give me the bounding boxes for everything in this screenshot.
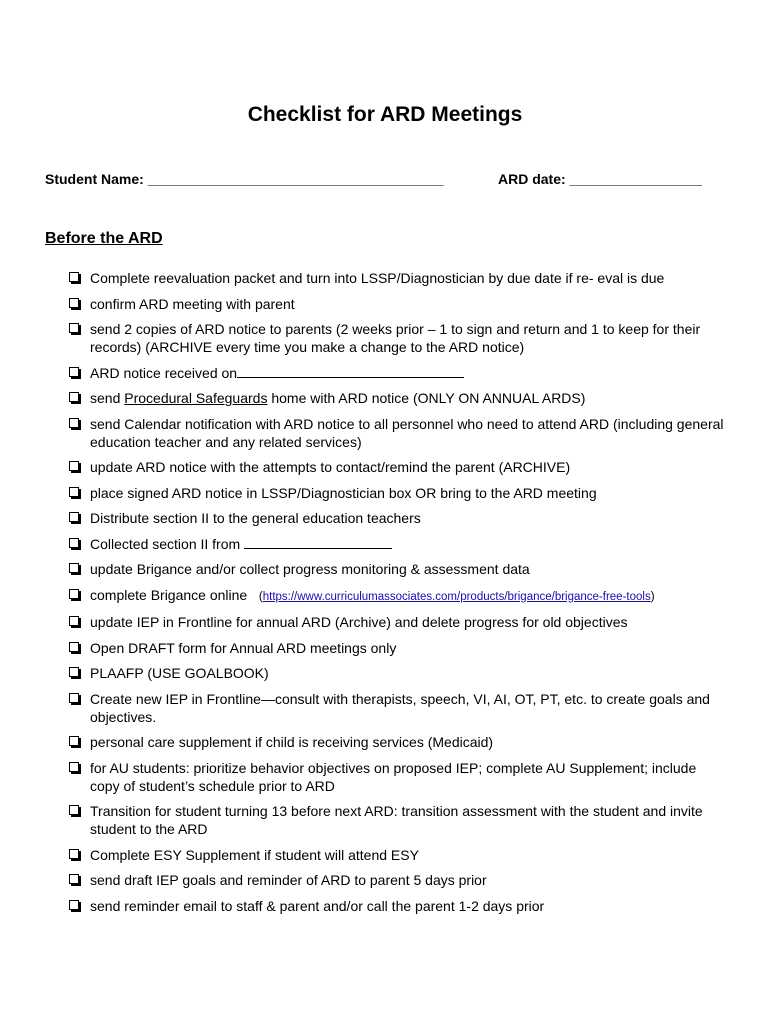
checklist-item (67, 733, 727, 751)
item-text: for AU students: prioritize behavior objectives on proposed IEP; complete AU Supplement; include copy of student’s schedule prior to ARD (90, 759, 697, 794)
checkbox[interactable] (69, 642, 79, 652)
checklist-item (67, 295, 727, 313)
item-text: Transition for student turning 13 before next ARD: transition assessment with the student and invite student to the ARD (90, 803, 703, 837)
checklist-item (67, 802, 727, 838)
checklist-item (67, 320, 727, 356)
blank-line[interactable] (237, 364, 464, 378)
item-text: send reminder email to staff & parent and/or call the parent 1-2 days prior (90, 897, 545, 914)
checklist-item (67, 897, 727, 915)
item-text: ARD notice received on (90, 364, 238, 381)
item-text: Complete ESY Supplement if student will attend ESY (90, 846, 419, 863)
item-text: send Calendar notification with ARD notice to all personnel who need to attend ARD (including general education teacher and any related services) (90, 415, 724, 450)
item-text: update IEP in Frontline for annual ARD (Archive) and delete progress for old objectives (90, 614, 628, 630)
checkbox[interactable] (69, 874, 79, 884)
checklist-item (67, 613, 727, 631)
item-text: Open DRAFT form for Annual ARD meetings only (90, 639, 397, 656)
item-text: Create new IEP in Frontline—consult with therapists, speech, VI, AI, OT, PT, etc. to create goals and objectives. (90, 690, 710, 725)
checklist-item (67, 690, 727, 726)
checklist-item (67, 484, 727, 502)
procedural-safeguards-link[interactable]: Procedural Safeguards (124, 390, 268, 406)
item-text: Distribute section II to the general education teachers (90, 510, 421, 526)
brigance-url-link[interactable]: https://www.curriculumassociates.com/products/brigance/brigance-free-tools (262, 590, 651, 603)
checkbox[interactable] (69, 392, 79, 402)
item-text: Complete reevaluation packet and turn into LSSP/Diagnostician by due date if re- eval is due (90, 270, 665, 286)
checkbox[interactable] (69, 487, 79, 497)
item-text: update ARD notice with the attempts to contact/remind the parent (ARCHIVE) (90, 459, 571, 475)
page-title: Checklist for ARD Meetings (247, 103, 523, 126)
checklist-item (67, 389, 727, 407)
checklist-item (67, 586, 727, 606)
checklist-item (67, 509, 727, 527)
checklist-item (67, 871, 727, 889)
checkbox[interactable] (69, 512, 79, 522)
checklist-item (67, 639, 727, 657)
checkbox[interactable] (69, 418, 79, 428)
checklist-item (67, 269, 727, 287)
item-text: send draft IEP goals and reminder of ARD to parent 5 days prior (90, 872, 487, 888)
checkbox[interactable] (69, 762, 79, 772)
item-text: PLAAFP (USE GOALBOOK) (90, 665, 269, 681)
checkbox[interactable] (69, 563, 79, 573)
item-text: update Brigance and/or collect progress monitoring & assessment data (90, 561, 530, 577)
checklist-item (67, 560, 727, 578)
item-text: place signed ARD notice in LSSP/Diagnostician box OR bring to the ARD meeting (90, 484, 597, 501)
checklist-item (67, 535, 727, 553)
item-text-after: home with ARD notice (ONLY ON ANNUAL ARDS) (267, 390, 586, 406)
checkbox[interactable] (69, 805, 79, 815)
item-text: Collected section II from (90, 535, 241, 552)
checklist-item (67, 664, 727, 682)
checklist-item (67, 846, 727, 864)
ard-date-field[interactable]: ARD date: _________________ (498, 171, 702, 187)
checklist-item (67, 415, 727, 451)
checklist-item (67, 364, 727, 382)
item-text-before: send (90, 390, 125, 406)
item-text: send 2 copies of ARD notice to parents (2 weeks prior – 1 to sign and return and 1 to keep for their records) (ARCHIVE every time you make a change to the ARD notice) (90, 321, 701, 355)
url-paren-close: ) (650, 590, 655, 603)
checkbox[interactable] (69, 589, 79, 599)
blank-line[interactable] (244, 535, 392, 549)
checkbox[interactable] (69, 849, 79, 859)
student-info-row (45, 170, 725, 188)
item-text: complete Brigance online (90, 586, 248, 603)
checkbox[interactable] (69, 693, 79, 703)
checklist (67, 269, 727, 922)
item-text: confirm ARD meeting with parent (90, 295, 295, 312)
checkbox[interactable] (69, 736, 79, 746)
section-heading: Before the ARD (45, 230, 163, 247)
checkbox[interactable] (69, 667, 79, 677)
item-text: personal care supplement if child is receiving services (Medicaid) (90, 734, 494, 750)
student-name-field[interactable]: Student Name: ______________________________________ (45, 171, 444, 187)
checkbox[interactable] (69, 461, 79, 471)
checkbox[interactable] (69, 616, 79, 626)
checklist-item (67, 458, 727, 476)
checkbox[interactable] (69, 538, 79, 548)
checkbox[interactable] (69, 900, 79, 910)
checkbox[interactable] (69, 272, 79, 282)
checklist-item (67, 759, 727, 795)
checkbox[interactable] (69, 323, 79, 333)
url-paren-open: ( (258, 590, 263, 603)
checkbox[interactable] (69, 367, 79, 377)
checkbox[interactable] (69, 298, 79, 308)
